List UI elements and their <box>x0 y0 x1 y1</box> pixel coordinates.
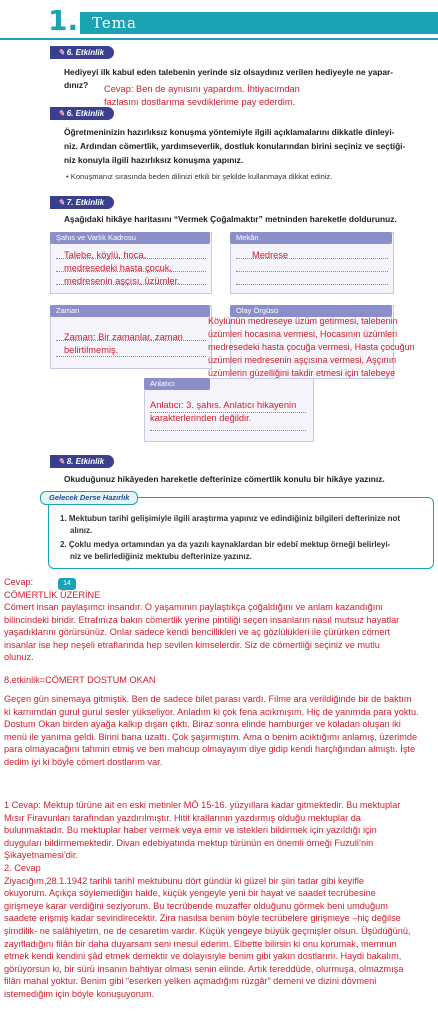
comertlik-paragraph <box>4 601 436 664</box>
mekan-answer: Medrese <box>252 250 289 260</box>
kadro-answer-3: medresenin aşçısı, üzümler. <box>64 276 180 286</box>
header-rule <box>0 38 438 40</box>
answer-line: 2. Cevap <box>4 862 41 873</box>
answer-line: bulunmaktadır. Bu mektuplar haber vermek veya emir ve istekleri bildirmek için yazıldığı için <box>4 825 377 836</box>
activity-6b-line3: niz konuyla ilgili hazırlıksız konuşma yapınız. <box>64 155 244 165</box>
comertlik-title: CÖMERTLİK ÜZERİNE <box>4 590 101 600</box>
activity-6-answer-line2: fazlasını dostlarıma sevdiklerime pay ederdim. <box>104 97 296 107</box>
prep-item-1: 1. Mektubun tarihî gelişimiyle ilgili araştırma yapınız ve edindiğiniz bilgileri defterinize not <box>60 514 401 523</box>
activity-6b-line1: Öğretmeninizin hazırlıksız konuşma yöntemiyle ilgili açıklamalarını dikkatle dinleyi- <box>64 127 395 137</box>
answer-line: Geçen gün sinemaya gitmiştik. Ben de sadece bilet parası vardı. Filme ara verildiğinde bir de baktım <box>4 694 412 704</box>
answer-line: saadete erişmiş kadar sevindirecektir. Zira nasılsa benim böyle tecrübelere girişmeye –hiç değilse <box>4 913 401 924</box>
answer-label: Cevap: <box>4 577 34 587</box>
olay-answer-1: Köylünün medreseye üzüm getirmesi, talebenin <box>208 316 398 326</box>
zaman-answer-1: Zaman: Bir zamanlar, zaman <box>64 332 183 342</box>
pencil-icon: ✎ <box>58 109 65 118</box>
answer-line: yaşadıklarını görürsünüz. Onlar sadece kendi bencillikleri ve aç gözlülükleri ile çürürken cömert <box>4 627 391 638</box>
kadro-answer-2: medresedeki hasta çocuk, <box>64 263 173 273</box>
zaman-answer-2: belirtilmemiş. <box>64 345 119 355</box>
answer-line: Dostum Okan birden ayağa kalkıp dışarı çıktı. Biraz sonra elinde hamburger ve koladan oluşan iki <box>4 719 401 730</box>
answer-line: Cömert insan paylaşımcı insandır. O yaşamının paylaştıkça çoğaldığını ve anlam kazandığını <box>4 602 383 612</box>
anlatici-answer-1: Anlatıcı: 3. şahıs. Anlatıcı hikayenin <box>150 400 297 410</box>
answer-line: görüyorsun ki, bir sürü insanın bahtiyar olması senin elinde. Artık tereddüde, olurmuşa, olmazmışa <box>4 963 404 974</box>
answer-line: Ziyacığım,28.1.1942 tarihli tarihî mektubunu dört gündür ki güzel bir şiiri tadar gibi keyifle <box>4 875 365 886</box>
answer-line: para olmayacağını tahmin etmiş ve ben mahcup olmayayım diye gidip kendi harçlığından almıştı. İşte <box>4 744 416 755</box>
anlatici-label: Anlatıcı <box>144 378 210 390</box>
answer-line: ki karnımdan gurul gurul sesler yükseliyor. Anladım ki çok fena acıkmışım. Hiç de yanımda para yoktu. <box>4 706 419 717</box>
prep-item-2-cont: niz ve belirlediğiniz mektubu defterinize yazınız. <box>70 552 252 561</box>
answer-line: menü ile yanıma geldi. Birini bana uzattı. Çok şaşırmıştım. Ama o benim acıktığımı anlamış, üzerimde <box>4 731 418 742</box>
prep-tag: Gelecek Derse Hazırlık <box>40 491 138 505</box>
prep-item-1-cont: alınız. <box>70 526 93 535</box>
dotted-line <box>236 284 388 285</box>
dotted-line <box>150 430 306 431</box>
activity-6-question-cont: dınız? <box>64 80 89 90</box>
pencil-icon: ✎ <box>58 48 65 57</box>
answer-line: bilincindeki biridir. Etrafınıza bakın cömertlik yerine pintiliği seçen insanların nasıl mutsuz hayatlar <box>4 614 400 625</box>
dotted-line <box>236 271 388 272</box>
dotted-line <box>56 356 206 357</box>
answer-line: Şikayetnamesi’dir. <box>4 850 79 861</box>
answer-line: duyguları bildirmemektedir. Divan edebiyatında mektup türünün en önemli örneği Fuzuli’nin <box>4 837 374 848</box>
activity-6b-line2: niz. Ardından cömertlik, yardımseverlik, dostluk konularından birini seçiniz ve seçtiği- <box>64 141 406 151</box>
activity-8-tag: ✎ 8. Etkinlik <box>50 455 114 468</box>
activity-7-question: Aşağıdaki hikâye haritasını “Vermek Çoğalmaktır” metninden hareketle doldurunuz. <box>64 214 397 224</box>
chapter-number: 1. <box>48 4 79 37</box>
activity-6-answer-line1: Cevap: Ben de aynısını yapardım. İhtiyacımdan <box>104 84 300 94</box>
page-number: 14 <box>58 578 76 590</box>
answer-line: 1 Cevap: Mektup türüne ait en eski metinler MÖ 15-16. yüzyıllara kadar gitmektedir. Bu mektuplar <box>4 800 401 810</box>
answer-line: istemediğim için böyle konuşuyorum. <box>4 988 155 999</box>
answer-line: Mısır Firavunları tarafından yazdırılmıştır. Hitit krallarının yazdırmış olduğu mektuplar da <box>4 812 361 823</box>
chapter-title: Tema <box>92 14 137 32</box>
olay-answer-3: medresedeki hasta çocuğa vermesi, Hasta çocuğun <box>208 342 415 352</box>
answer-line: filân mahal yoktur. Benim gibi “eserken yelken açmadığım rüzgâr” demeni ve dizini dövmeni <box>4 976 377 987</box>
pencil-icon: ✎ <box>58 198 65 207</box>
olay-answer-2: üzümleri hocasına vermesi, Hocasının üzümleri <box>208 329 398 339</box>
okan-story-paragraph <box>4 693 436 769</box>
answer-line: girişmeye karar verdiğini seziyorum. Bu tecrübende muzaffer olduğunu görmek beni umduğum <box>4 900 388 911</box>
answer-line: olunuz. <box>4 652 34 663</box>
prep-answers-paragraph <box>4 799 436 1001</box>
activity-6-tag: ✎ 6. Etkinlik <box>50 46 114 59</box>
kadro-answer-1: Talebe, köylü, hoca, <box>64 250 147 260</box>
olay-answer-5: üzümlerin güzelliğini takdir etmesi için talebeye <box>208 368 396 378</box>
olay-label: Olay Örgüsü <box>230 305 392 317</box>
answer-line: zayıfladığını filân bir daha duyarsam seni mesul ederim. Elbette bilirsin ki onu korumak, memnun <box>4 938 397 949</box>
activity-8-answer-title: 8.etkinlik=CÖMERT DOSTUM OKAN <box>4 675 156 685</box>
activity-8-question: Okuduğunuz hikâyeden hareketle defterinize cömertlik konulu bir hikâye yazınız. <box>64 474 385 484</box>
answer-line: dedim iyi ki böyle cömert dostlarım var. <box>4 756 163 767</box>
answer-line: etmek kendi kendini şâd etmek demektir ve dolayısıyle benim gibi yakın dostlarını. Haydi bakalım, <box>4 951 402 962</box>
kadro-label: Şahıs ve Varlık Kadrosu <box>50 232 210 244</box>
activity-6b-tag: ✎ 6. Etkinlik <box>50 107 114 120</box>
prep-item-2: 2. Çoklu medya ortamından ya da yazılı kaynaklardan bir edebî mektup örneği belirleyi- <box>60 540 391 549</box>
olay-answer-4: üzümleri medresenin aşçısına vermesi, Aşçının <box>208 355 397 365</box>
pencil-icon: ✎ <box>58 457 65 466</box>
zaman-label: Zaman <box>50 305 210 317</box>
answer-line: okuyorum. Açıkça söylemediğin halde, küçük yengeyle yeni bir hayat ve saadet tecrübesine <box>4 888 376 899</box>
mekan-label: Mekân <box>230 232 392 244</box>
answer-line: şimdilik- ne salâhiyetim, ne de cesaretim vardır. Küçük yengeye büyük geçmişler olsun. Üşüdüğünü, <box>4 925 411 936</box>
activity-7-tag: ✎ 7. Etkinlik <box>50 196 114 209</box>
activity-6-question: Hediyeyi ilk kabul eden talebenin yerinde siz olsaydınız verilen hediyeyle ne yapar- <box>64 67 394 77</box>
answer-line: insanlar ise hep neşeli etraflarında hep sevilen kimselerdir. Siz de cömertliği seçiniz ve mutlu <box>4 639 380 650</box>
anlatici-answer-2: karakterlerinden değildir. <box>150 413 252 423</box>
activity-6b-bullet: • Konuşmanız sırasında beden dilinizi etkili bir şekilde kullanmaya dikkat ediniz. <box>66 172 333 181</box>
